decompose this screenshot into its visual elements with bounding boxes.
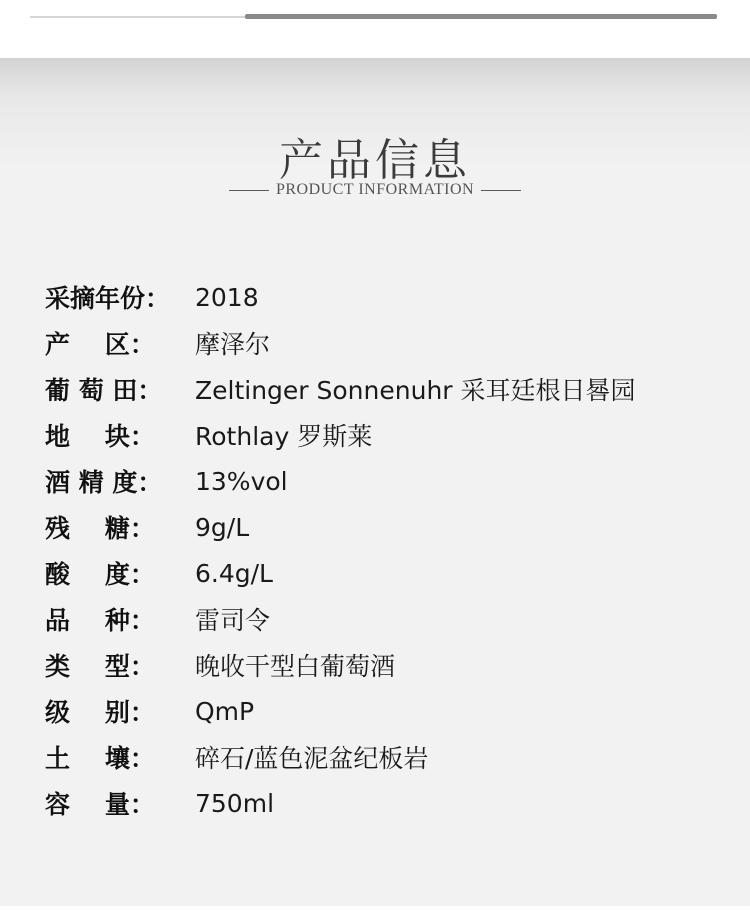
info-label: 产 区： <box>45 330 155 359</box>
info-value: 2018 <box>195 282 259 312</box>
info-label: 残 糖： <box>45 514 155 543</box>
info-row-alcohol <box>45 458 735 504</box>
info-list <box>45 274 735 826</box>
section-subtitle-row <box>0 179 750 201</box>
info-row-vineyard <box>45 366 735 412</box>
info-value: 6.4g/L <box>195 558 273 588</box>
subtitle-line-right <box>481 190 521 191</box>
info-label: 葡 萄 田： <box>45 376 163 405</box>
info-label: 类 型： <box>45 652 155 681</box>
info-label: 品 种： <box>45 606 155 635</box>
info-row-vintage <box>45 274 735 320</box>
info-value: QmP <box>195 696 255 726</box>
info-label: 采摘年份： <box>45 284 171 313</box>
info-value: 750ml <box>195 788 275 818</box>
info-label: 酸 度： <box>45 560 155 589</box>
info-row-residual-sugar <box>45 504 735 550</box>
info-value: Rothlay 罗斯莱 <box>195 422 373 451</box>
info-value: Zeltinger Sonnenuhr 采耳廷根日晷园 <box>195 376 636 405</box>
bottom-strip <box>0 906 750 912</box>
info-row-volume <box>45 780 735 826</box>
section-title: 产品信息 <box>279 135 471 186</box>
info-row-soil <box>45 734 735 780</box>
top-strip <box>0 0 750 58</box>
info-value: 13%vol <box>195 466 288 496</box>
info-label: 土 壤： <box>45 744 155 773</box>
info-row-type <box>45 642 735 688</box>
info-value: 9g/L <box>195 512 250 542</box>
info-label: 容 量： <box>45 790 155 819</box>
subtitle-line-left <box>229 190 269 191</box>
info-value: 摩泽尔 <box>195 330 271 359</box>
top-divider-light <box>30 16 245 18</box>
info-value: 晚收干型白葡萄酒 <box>195 652 396 681</box>
info-value: 雷司令 <box>195 606 271 635</box>
info-row-acidity <box>45 550 735 596</box>
info-row-variety <box>45 596 735 642</box>
info-label: 酒 精 度： <box>45 468 163 497</box>
info-row-region <box>45 320 735 366</box>
info-row-plot <box>45 412 735 458</box>
info-value: 碎石/蓝色泥盆纪板岩 <box>195 744 429 773</box>
info-label: 地 块： <box>45 422 155 451</box>
info-label: 级 别： <box>45 698 155 727</box>
top-divider-dark <box>245 14 717 19</box>
info-row-grade <box>45 688 735 734</box>
section-subtitle: PRODUCT INFORMATION <box>275 181 475 198</box>
